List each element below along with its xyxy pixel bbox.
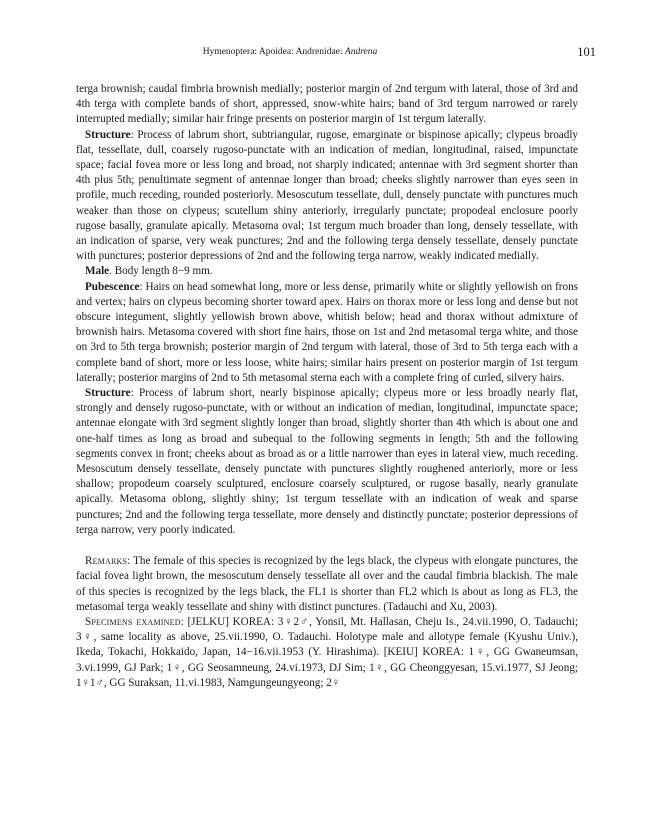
paragraph-text: : Process of labrum short, nearly bispinose apically; clypeus more or less broadly nearly flat, strongly and densely rugoso-punctate, with or without an indication of median, longitudinal, impunctate space; antennae elongate with 3rd segment slightly longer than broad, slightly shorter than 4th which is about one and one-half times as long as broad and subequal to the following segments in length; 5th and the following segments convex in front; cheeks about as broad as or a little narrower than eyes in lateral view, much receding. Mesoscutum densely tessellate, densely punctate with punctures slightly roughened anteriorly, more or less shallow; propodeum coarsely sculptured, enclosure coarsely sculptured, or rugose basally, nearly granulate apically. Metasoma oblong, slightly shiny; 1st tergum tessellate with an indication of weak and sparse punctures; 2nd and the following terga tessellate, more densely and distinctly punctate; posterior depressions of terga narrow, very poorly indicated. (76, 387, 578, 536)
paragraph-female-structure (76, 128, 578, 265)
section-heading-structure: Structure (85, 387, 131, 400)
paragraph-text: terga brownish; caudal fimbria brownish medially; posterior margin of 2nd tergum with lateral, those of 3rd and 4th terga with complete bands of short, appressed, snow-white hairs; band of 3rd tergum narrowed or rarely interrupted medially; similar hair fringe presents on posterior margin of 1st tergum laterally. (76, 83, 578, 126)
page-number: 101 (577, 45, 596, 59)
paragraph-text: : Process of labrum short, subtriangular, rugose, emarginate or bispinose apically; clypeus broadly flat, tessellate, dull, coarsely rugoso-punctate with an indication of median, longitudinal, raised, impunctate space; facial fovea more or less long and broad, not sharply indicated; antennae with 3rd segment shorter than 4th plus 5th; penultimate segment of antennae longer than broad; cheeks slightly narrower than eyes seen in profile, much receding, rounded posteriorly. Mesoscutum tessellate, dull, densely punctate with punctures much weaker than those on clypeus; scutellum shiny anteriorly, irregularly punctate; propodeal enclosure poorly rugose basally, granulate apically. Metasoma oval; 1st tergum much broader than long, densely tessellate, with an indication of sparse, very weak punctures; 2nd and the following terga densely tessellate, densely punctate with punctures; posterior depressions of 2nd and the following terga narrow, weakly indicated medially. (76, 128, 578, 263)
paragraph-text: . Body length 8−9 mm. (109, 265, 213, 278)
paragraph-specimens-examined (76, 615, 578, 691)
paragraph-male-structure (76, 386, 578, 538)
section-heading-male: Male (85, 265, 110, 278)
paragraph-male (76, 264, 578, 279)
section-heading-specimens-examined: Specimens examined (85, 615, 181, 628)
paragraph-male-pubescence (76, 280, 578, 386)
paragraph-remarks (76, 554, 578, 615)
main-text (76, 82, 578, 691)
running-title-main: Hymenoptera: Apoidea: Andrenidae: (202, 47, 345, 57)
section-heading-remarks: Remarks (85, 555, 128, 568)
running-title-genus: Andrena (344, 47, 378, 57)
section-heading-structure: Structure (85, 128, 131, 141)
section-heading-pubescence: Pubescence (85, 280, 140, 293)
paragraph-text: : [JELKU] KOREA: 3♀2♂, Yonsil, Mt. Hallasan, Cheju Is., 24.vii.1990, O. Tadauchi; 3♀, same locality as above, 25.vii.1990, O. Tadauchi. Holotype male and allotype female (Kyushu Univ.), Ikeda, Tokachi, Hokkaido, Japan, 14−16.vii.1953 (Y. Hirashima). [KEIU] KOREA: 1♀, GG Gwaneumsan, 3.vi.1999, GJ Park; 1♀, GG Seosamneung, 24.vi.1973, DJ Sim; 1♀, GG Cheonggyesan, 15.vi.1977, SJ Jeong; 1♀1♂, GG Suraksan, 11.vi.1983, Namgungeungyeong; 2♀ (76, 615, 578, 689)
running-title (0, 44, 580, 60)
paragraph-text: : The female of this species is recognized by the legs black, the clypeus with elongate punctures, the facial fovea light brown, the mesoscutum densely tessellate all over and the caudal fimbria blackish. The male of this species is recognized by the legs black, the FL1 is shorter than FL2 which is about as long as FL3, the metasomal terga weakly tessellate and shiny with distinct punctures. (Tadauchi and Xu, 2003). (76, 555, 578, 613)
paragraph-text: : Hairs on head somewhat long, more or less dense, primarily white or slightly yellowish on frons and vertex; hairs on clypeus becoming shorter toward apex. Hairs on thorax more or less long and dense but not obscure integument, slightly yellowish brown above, whitish below; head and thorax without admixture of brownish hairs. Metasoma covered with short fine hairs, those on 1st and 2nd metasomal terga white, and those on 3rd to 5th terga brownish; posterior margin of 2nd tergum with lateral, those of 3rd to 5th terga each with a complete band of short, more or less loose, white hairs; similar hairs present on posterior margin of 1st tergum laterally; posterior margins of 2nd to 5th metasomal sterna each with a complete fring of curled, silvery hairs. (76, 280, 578, 384)
paragraph-female-pubescence-continued (76, 82, 578, 128)
running-head (0, 44, 652, 60)
